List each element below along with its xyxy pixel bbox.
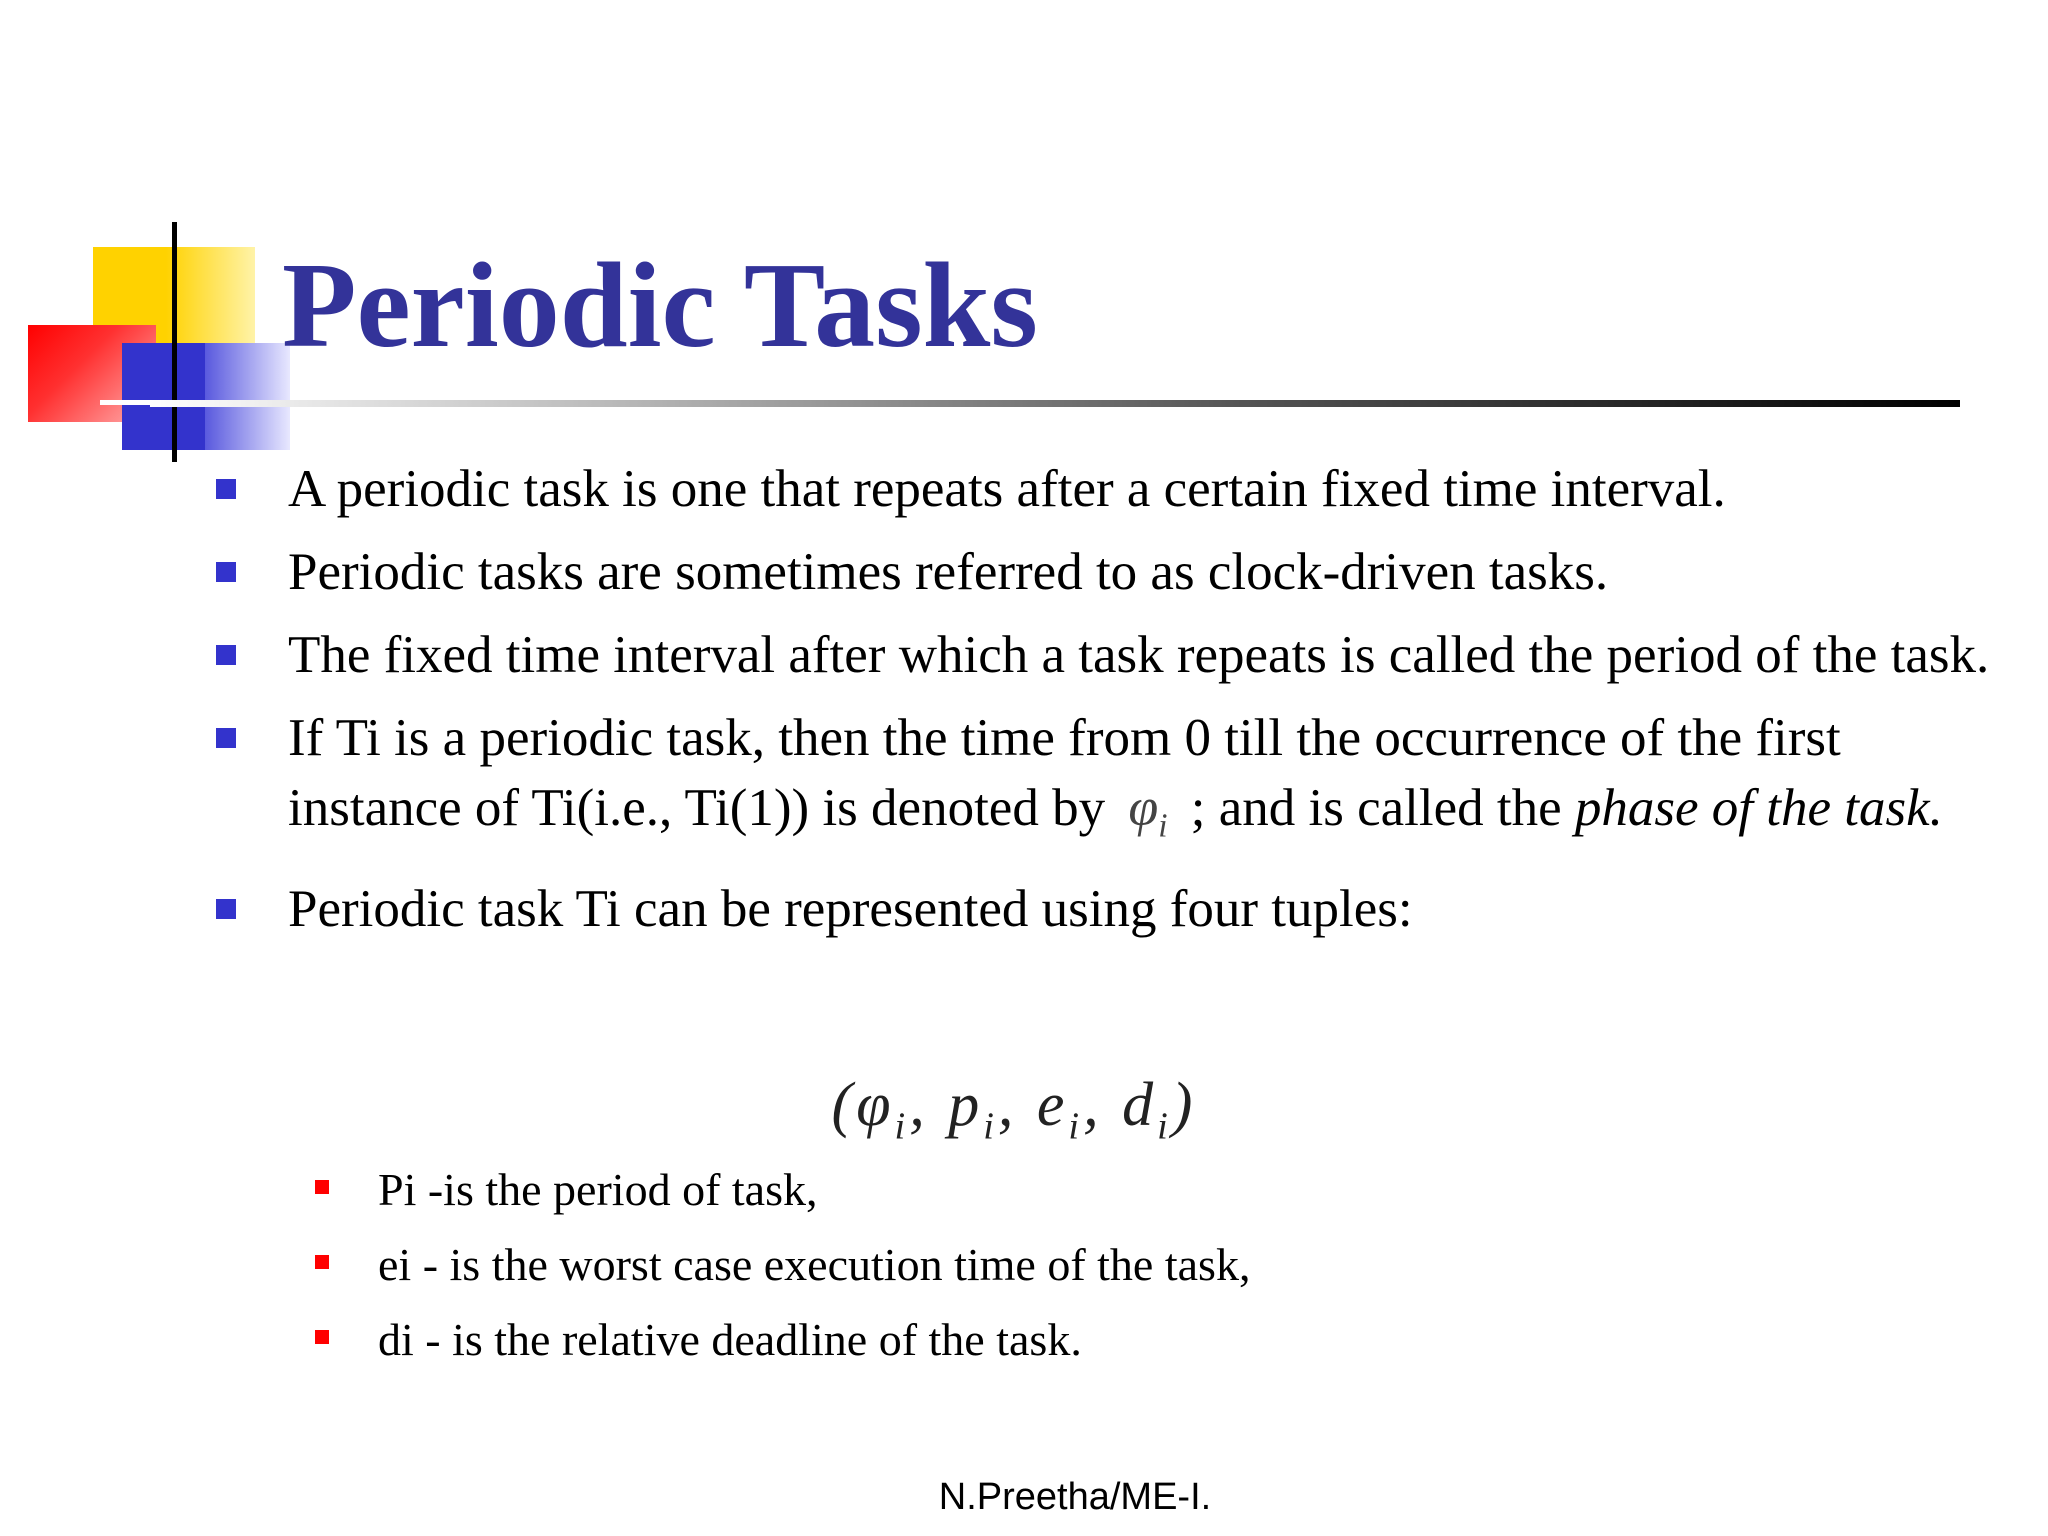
decor-black-vertical-line xyxy=(172,222,177,462)
phase-symbol-subscript: i xyxy=(1158,807,1168,845)
bullet-text: The fixed time interval after which a task repeats is called the period of the task. xyxy=(288,626,1990,684)
tuple-term: p xyxy=(948,1071,984,1139)
bullet-marker xyxy=(216,645,236,665)
slide-title: Periodic Tasks xyxy=(282,238,1038,373)
bullet-marker xyxy=(216,899,236,919)
tuple-term-subscript: i xyxy=(1068,1105,1084,1148)
bullet-item xyxy=(212,621,1992,690)
sub-bullet-list xyxy=(308,1160,1908,1385)
bullet-marker xyxy=(216,728,236,748)
bullet-item xyxy=(212,875,1992,944)
tuple-formula-text: ($\varphi_i$, $p_i$, $e_i$, $d_i$) xyxy=(831,1071,1197,1148)
sub-bullet-item xyxy=(308,1310,1908,1370)
bullet-item xyxy=(212,704,1992,861)
bullet-text-pre: If Ti is a periodic task, then the time from 0 till the occurrence of the first instance of Ti(i.e., Ti(1)) is denoted by xyxy=(288,709,1841,837)
footer-author xyxy=(0,1476,2048,1519)
sub-bullet-text: Pi -is the period of task, xyxy=(378,1164,818,1215)
sub-bullet-item xyxy=(308,1160,1908,1220)
tuple-term-subscript: i xyxy=(983,1105,998,1148)
phase-symbol-char: φ xyxy=(1128,777,1159,837)
bullet-item xyxy=(212,538,1992,607)
sub-bullet-item xyxy=(308,1235,1908,1295)
bullet-marker xyxy=(216,562,236,582)
bullet-list xyxy=(212,455,1992,958)
sub-bullet-marker xyxy=(315,1180,329,1194)
bullet-text: Periodic tasks are sometimes referred to as clock-driven tasks. xyxy=(288,543,1609,601)
bullet-marker xyxy=(216,479,236,499)
tuple-term: φ xyxy=(856,1071,895,1139)
bullet-text-mid: ; and is called the xyxy=(1190,779,1562,837)
bullet-text: Periodic task Ti can be represented using four tuples: xyxy=(288,879,1413,938)
sub-bullet-text: di - is the relative deadline of the task. xyxy=(378,1314,1082,1365)
sub-bullet-text: ei - is the worst case execution time of the task, xyxy=(378,1239,1251,1290)
sub-bullet-marker xyxy=(315,1255,329,1269)
decor-blue-square xyxy=(122,343,205,450)
tuple-term-subscript: i xyxy=(1157,1105,1172,1148)
bullet-text-italic: phase of the task. xyxy=(1574,779,1943,837)
tuple-term: e xyxy=(1036,1071,1069,1139)
tuple-term: d xyxy=(1122,1071,1158,1139)
phase-symbol xyxy=(1118,773,1177,861)
tuple-formula xyxy=(0,1070,2048,1148)
sub-bullet-marker xyxy=(315,1330,329,1344)
title-underline-rule xyxy=(150,400,1960,407)
bullet-text: A periodic task is one that repeats after a certain fixed time interval. xyxy=(288,460,1726,518)
footer-text: N.Preetha/ME-I. xyxy=(938,1476,1212,1518)
bullet-item xyxy=(212,455,1992,524)
tuple-term-subscript: i xyxy=(894,1105,910,1148)
